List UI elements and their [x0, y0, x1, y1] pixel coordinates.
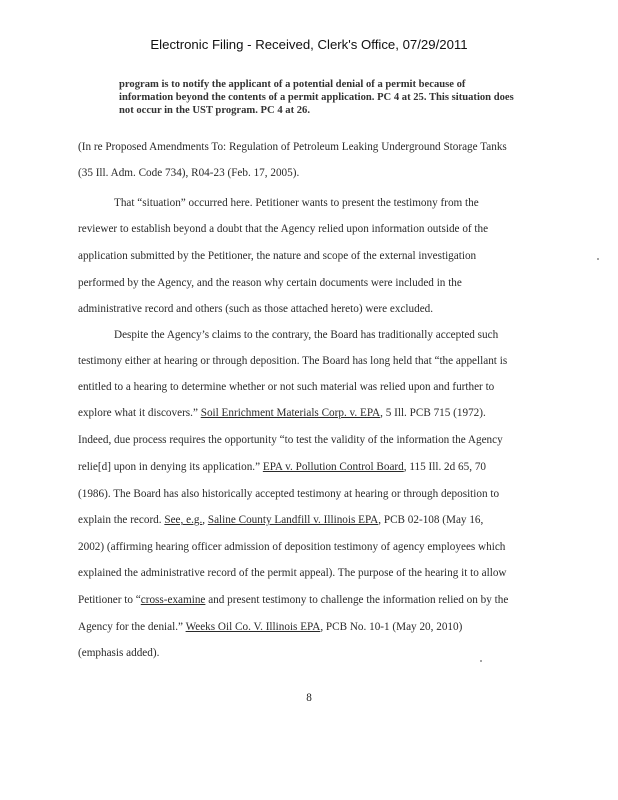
text-run: explore what it discovers.”: [78, 407, 201, 419]
para1-line-1: That “situation” occurred here. Petitioner wants to present the testimony from the: [114, 197, 479, 209]
para2-line-10: explained the administrative record of the permit appeal). The purpose of the hearing it to allow: [78, 567, 507, 579]
para2-line-12: [78, 620, 538, 634]
para2-line-1: Despite the Agency’s claims to the contrary, the Board has traditionally accepted such: [114, 329, 499, 341]
text-run: explain the record.: [78, 514, 165, 526]
para2-line-11: [78, 593, 538, 607]
text-run: , PCB No. 10-1 (May 20, 2010): [320, 621, 463, 633]
para2-line-9: 2002) (affirming hearing officer admission of deposition testimony of agency employees which: [78, 541, 506, 553]
see-eg-signal: See, e.g.: [164, 514, 203, 526]
scan-speck: [480, 660, 482, 662]
text-run: , PCB 02-108 (May 16,: [378, 514, 484, 526]
electronic-filing-header: Electronic Filing - Received, Clerk's Office, 07/29/2011: [150, 37, 468, 52]
case-citation-saline-county: Saline County Landfill v. Illinois EPA: [207, 514, 379, 526]
text-run: ,: [202, 514, 208, 526]
text-run: Petitioner to “: [78, 594, 141, 606]
para1-line-3: application submitted by the Petitioner, the nature and scope of the external investigation: [78, 250, 477, 262]
text-run: , 115 Ill. 2d 65, 70: [403, 461, 487, 473]
citation-line-2: (35 Ill. Adm. Code 734), R04-23 (Feb. 17, 2005).: [78, 167, 300, 179]
para2-line-4: [78, 406, 538, 420]
citation-line-1: (In re Proposed Amendments To: Regulation of Petroleum Leaking Underground Storage Tanks: [78, 141, 507, 153]
text-run: Agency for the denial.”: [78, 621, 186, 633]
para2-line-3: entitled to a hearing to determine whether or not such material was relied upon and further to: [78, 381, 495, 393]
scan-speck: [597, 258, 599, 260]
case-citation-weeks-oil: Weeks Oil Co. V. Illinois EPA: [185, 621, 321, 633]
para2-line-6: [78, 460, 538, 474]
text-run: and present testimony to challenge the information relied on by the: [205, 594, 509, 606]
case-citation-soil-enrichment: Soil Enrichment Materials Corp. v. EPA: [200, 407, 381, 419]
para2-line-2: testimony either at hearing or through deposition. The Board has long held that “the appellant is: [78, 355, 508, 367]
para2-line-13: (emphasis added).: [78, 647, 160, 659]
emphasized-cross-examine: cross-examine: [140, 594, 206, 606]
para1-line-2: reviewer to establish beyond a doubt that the Agency relied upon information outside of the: [78, 223, 489, 235]
text-run: , 5 Ill. PCB 715 (1972).: [380, 407, 486, 419]
page-number: 8: [306, 692, 312, 704]
para2-line-5: Indeed, due process requires the opportunity “to test the validity of the information the Agency: [78, 434, 503, 446]
case-citation-epa-v-pcb: EPA v. Pollution Control Board: [262, 461, 404, 473]
para1-line-4: performed by the Agency, and the reason why certain documents were included in the: [78, 277, 462, 289]
para2-line-7: (1986). The Board has also historically accepted testimony at hearing or through deposition to: [78, 488, 500, 500]
block-quote: program is to notify the applicant of a potential denial of a permit because of information beyond the contents of a permit application. PC 4 at 25. This situation does not occur in the UST program. PC 4 at 26.: [119, 79, 514, 116]
para2-line-8: [78, 513, 538, 527]
text-run: relie[d] upon in denying its application.”: [78, 461, 263, 473]
para1-line-5: administrative record and others (such as those attached hereto) were excluded.: [78, 303, 434, 315]
